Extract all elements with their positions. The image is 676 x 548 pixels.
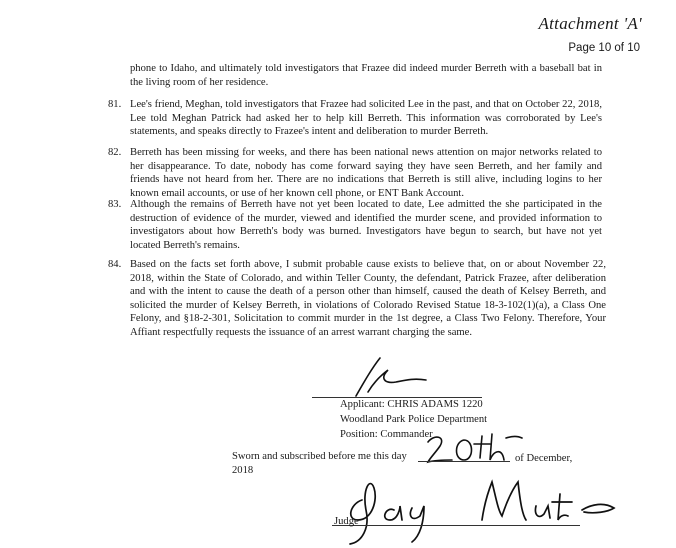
sworn-text: Sworn and subscribed before me this day bbox=[232, 451, 407, 462]
paragraph-number: 83. bbox=[108, 199, 122, 210]
paragraph-84 bbox=[108, 258, 606, 340]
paragraph-text: Based on the facts set forth above, I submit probable cause exists to believe that, on or about November 22, 2018, within the State of Colorado, and within Teller County, the defendant, Patrick Frazee, after deliberation and with the intent to cause the death of a person other than himself, caused the death of Kelsey Berreth, and solicited the murder of Kelsey Berreth, in violations of Colorado Revised Statue 18-3-102(1)(a), a Class One Felony, and §18-2-301, Solicitation to commit murder in the 1st degree, a Class Two Felony. Therefore, Your Affiant respectfully requests the issuance of an arrest warrant charging the same. bbox=[130, 259, 606, 338]
judge-signature bbox=[332, 470, 632, 546]
applicant-name: Applicant: CHRIS ADAMS 1220 bbox=[340, 399, 483, 410]
paragraph-number: 84. bbox=[108, 259, 122, 270]
applicant-signature bbox=[350, 352, 430, 402]
judge-label: Judge bbox=[334, 516, 359, 527]
paragraph-text: Although the remains of Berreth have not yet been located to date, Lee admitted the she participated in the destruction of evidence of the murder, viewed and identified the murder scene, and provided information to investigators about how Berreth's body was burned. Investigators have begun to search, but have not yet located Berreth's remains. bbox=[130, 199, 602, 251]
judge-signature-line bbox=[332, 525, 580, 526]
sworn-year: 2018 bbox=[232, 464, 254, 476]
paragraph-83 bbox=[108, 198, 602, 252]
paragraph-82 bbox=[108, 146, 602, 200]
paragraph-text: Berreth has been missing for weeks, and there has been national news attention on major networks related to her disappearance. To date, nobody has come forward saying they have seen Berreth, and her family and friends have not heard from her. There are no indications that Berreth is still alive, including logins to her known email accounts, or use of her known cell phone, or ENT Bank Account. bbox=[130, 147, 602, 199]
paragraph-text: Lee's friend, Meghan, told investigators that Frazee had solicited Lee in the past, and that on October 22, 2018, Lee told Meghan Patrick had asked her to help kill Berreth. This information was corroborated by Lee's statements, and speaks directly to Frazee's intent and deliberation to murder Berreth. bbox=[130, 99, 602, 138]
applicant-position: Position: Commander bbox=[340, 429, 433, 440]
paragraph-81 bbox=[108, 98, 602, 139]
paragraph-number: 82. bbox=[108, 147, 122, 158]
sworn-month: of December, bbox=[515, 453, 573, 464]
paragraph-continuation: phone to Idaho, and ultimately told investigators that Frazee did indeed murder Berreth with a baseball bat in the living room of her residence. bbox=[130, 63, 602, 88]
page-number: Page 10 of 10 bbox=[568, 42, 640, 54]
day-line bbox=[418, 461, 510, 462]
paragraph-number: 81. bbox=[108, 99, 122, 110]
attachment-label: Attachment 'A' bbox=[538, 14, 642, 33]
applicant-department: Woodland Park Police Department bbox=[340, 414, 488, 425]
